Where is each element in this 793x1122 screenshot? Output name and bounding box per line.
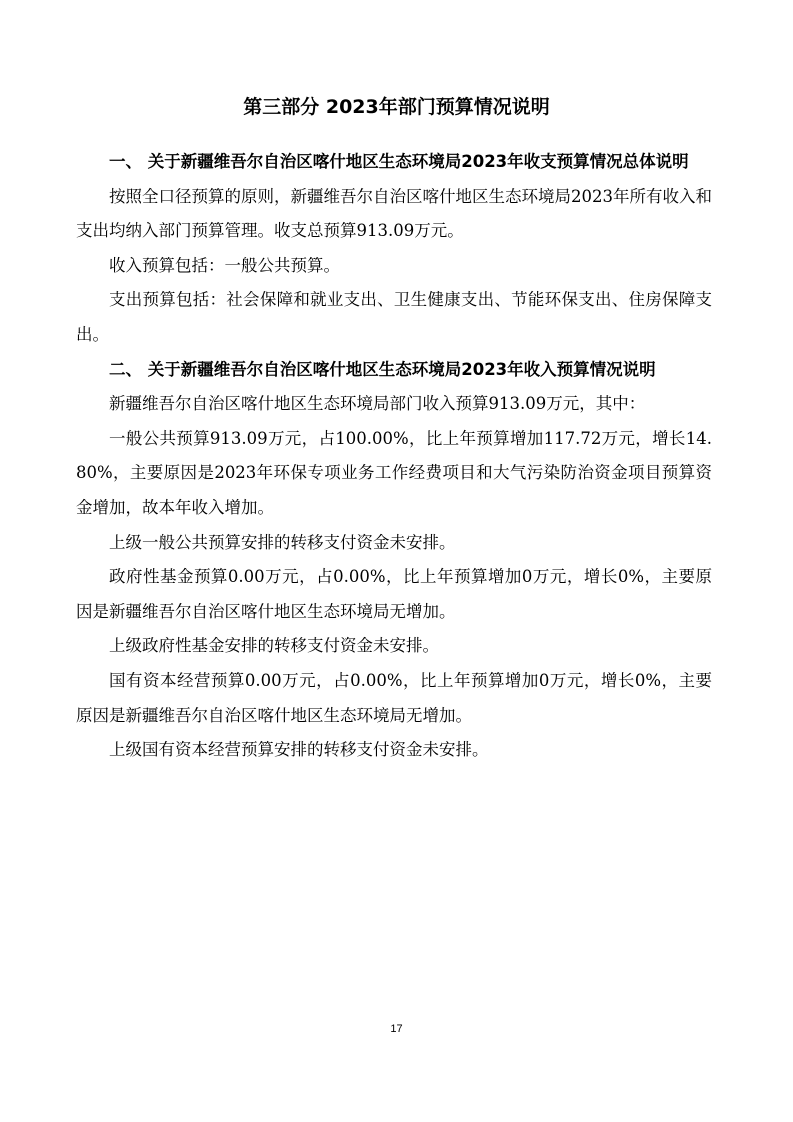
section-2-paragraph: 一般公共预算913.09万元，占100.00%，比上年预算增加117.72万元，增长14.80%，主要原因是2023年环保专项业务工作经费项目和大气污染防治资金项目预算资金增加，故本年收入增加。 <box>76 428 712 517</box>
section-2-paragraph: 政府性基金预算0.00万元，占0.00%，比上年预算增加0万元，增长0%，主要原因是新疆维吾尔自治区喀什地区生态环境局无增加。 <box>76 567 712 621</box>
section-1-heading: 一、 关于新疆维吾尔自治区喀什地区生态环境局2023年收支预算情况总体说明 <box>109 152 689 171</box>
document-title: 第三部分 2023年部门预算情况说明 <box>243 96 550 118</box>
section-1-paragraph: 收入预算包括：一般公共预算。 <box>109 255 340 275</box>
section-2-paragraph: 新疆维吾尔自治区喀什地区生态环境局部门收入预算913.09万元，其中： <box>109 394 646 414</box>
section-2-paragraph: 上级国有资本经营预算安排的转移支付资金未安排。 <box>109 740 489 760</box>
section-1-paragraph: 按照全口径预算的原则，新疆维吾尔自治区喀什地区生态环境局2023年所有收入和支出均纳入部门预算管理。收支总预算913.09万元。 <box>76 186 712 241</box>
section-2-paragraph: 上级政府性基金安排的转移支付资金未安排。 <box>109 636 439 656</box>
section-2-paragraph: 国有资本经营预算0.00万元，占0.00%，比上年预算增加0万元，增长0%，主要原因是新疆维吾尔自治区喀什地区生态环境局无增加。 <box>76 670 712 725</box>
section-2-paragraph: 上级一般公共预算安排的转移支付资金未安排。 <box>109 532 456 552</box>
page-number: 17 <box>390 1023 403 1035</box>
document-body <box>76 145 712 768</box>
section-1-paragraph: 支出预算包括：社会保障和就业支出、卫生健康支出、节能环保支出、住房保障支出。 <box>76 290 712 344</box>
section-2-heading: 二、 关于新疆维吾尔自治区喀什地区生态环境局2023年收入预算情况说明 <box>109 359 656 379</box>
